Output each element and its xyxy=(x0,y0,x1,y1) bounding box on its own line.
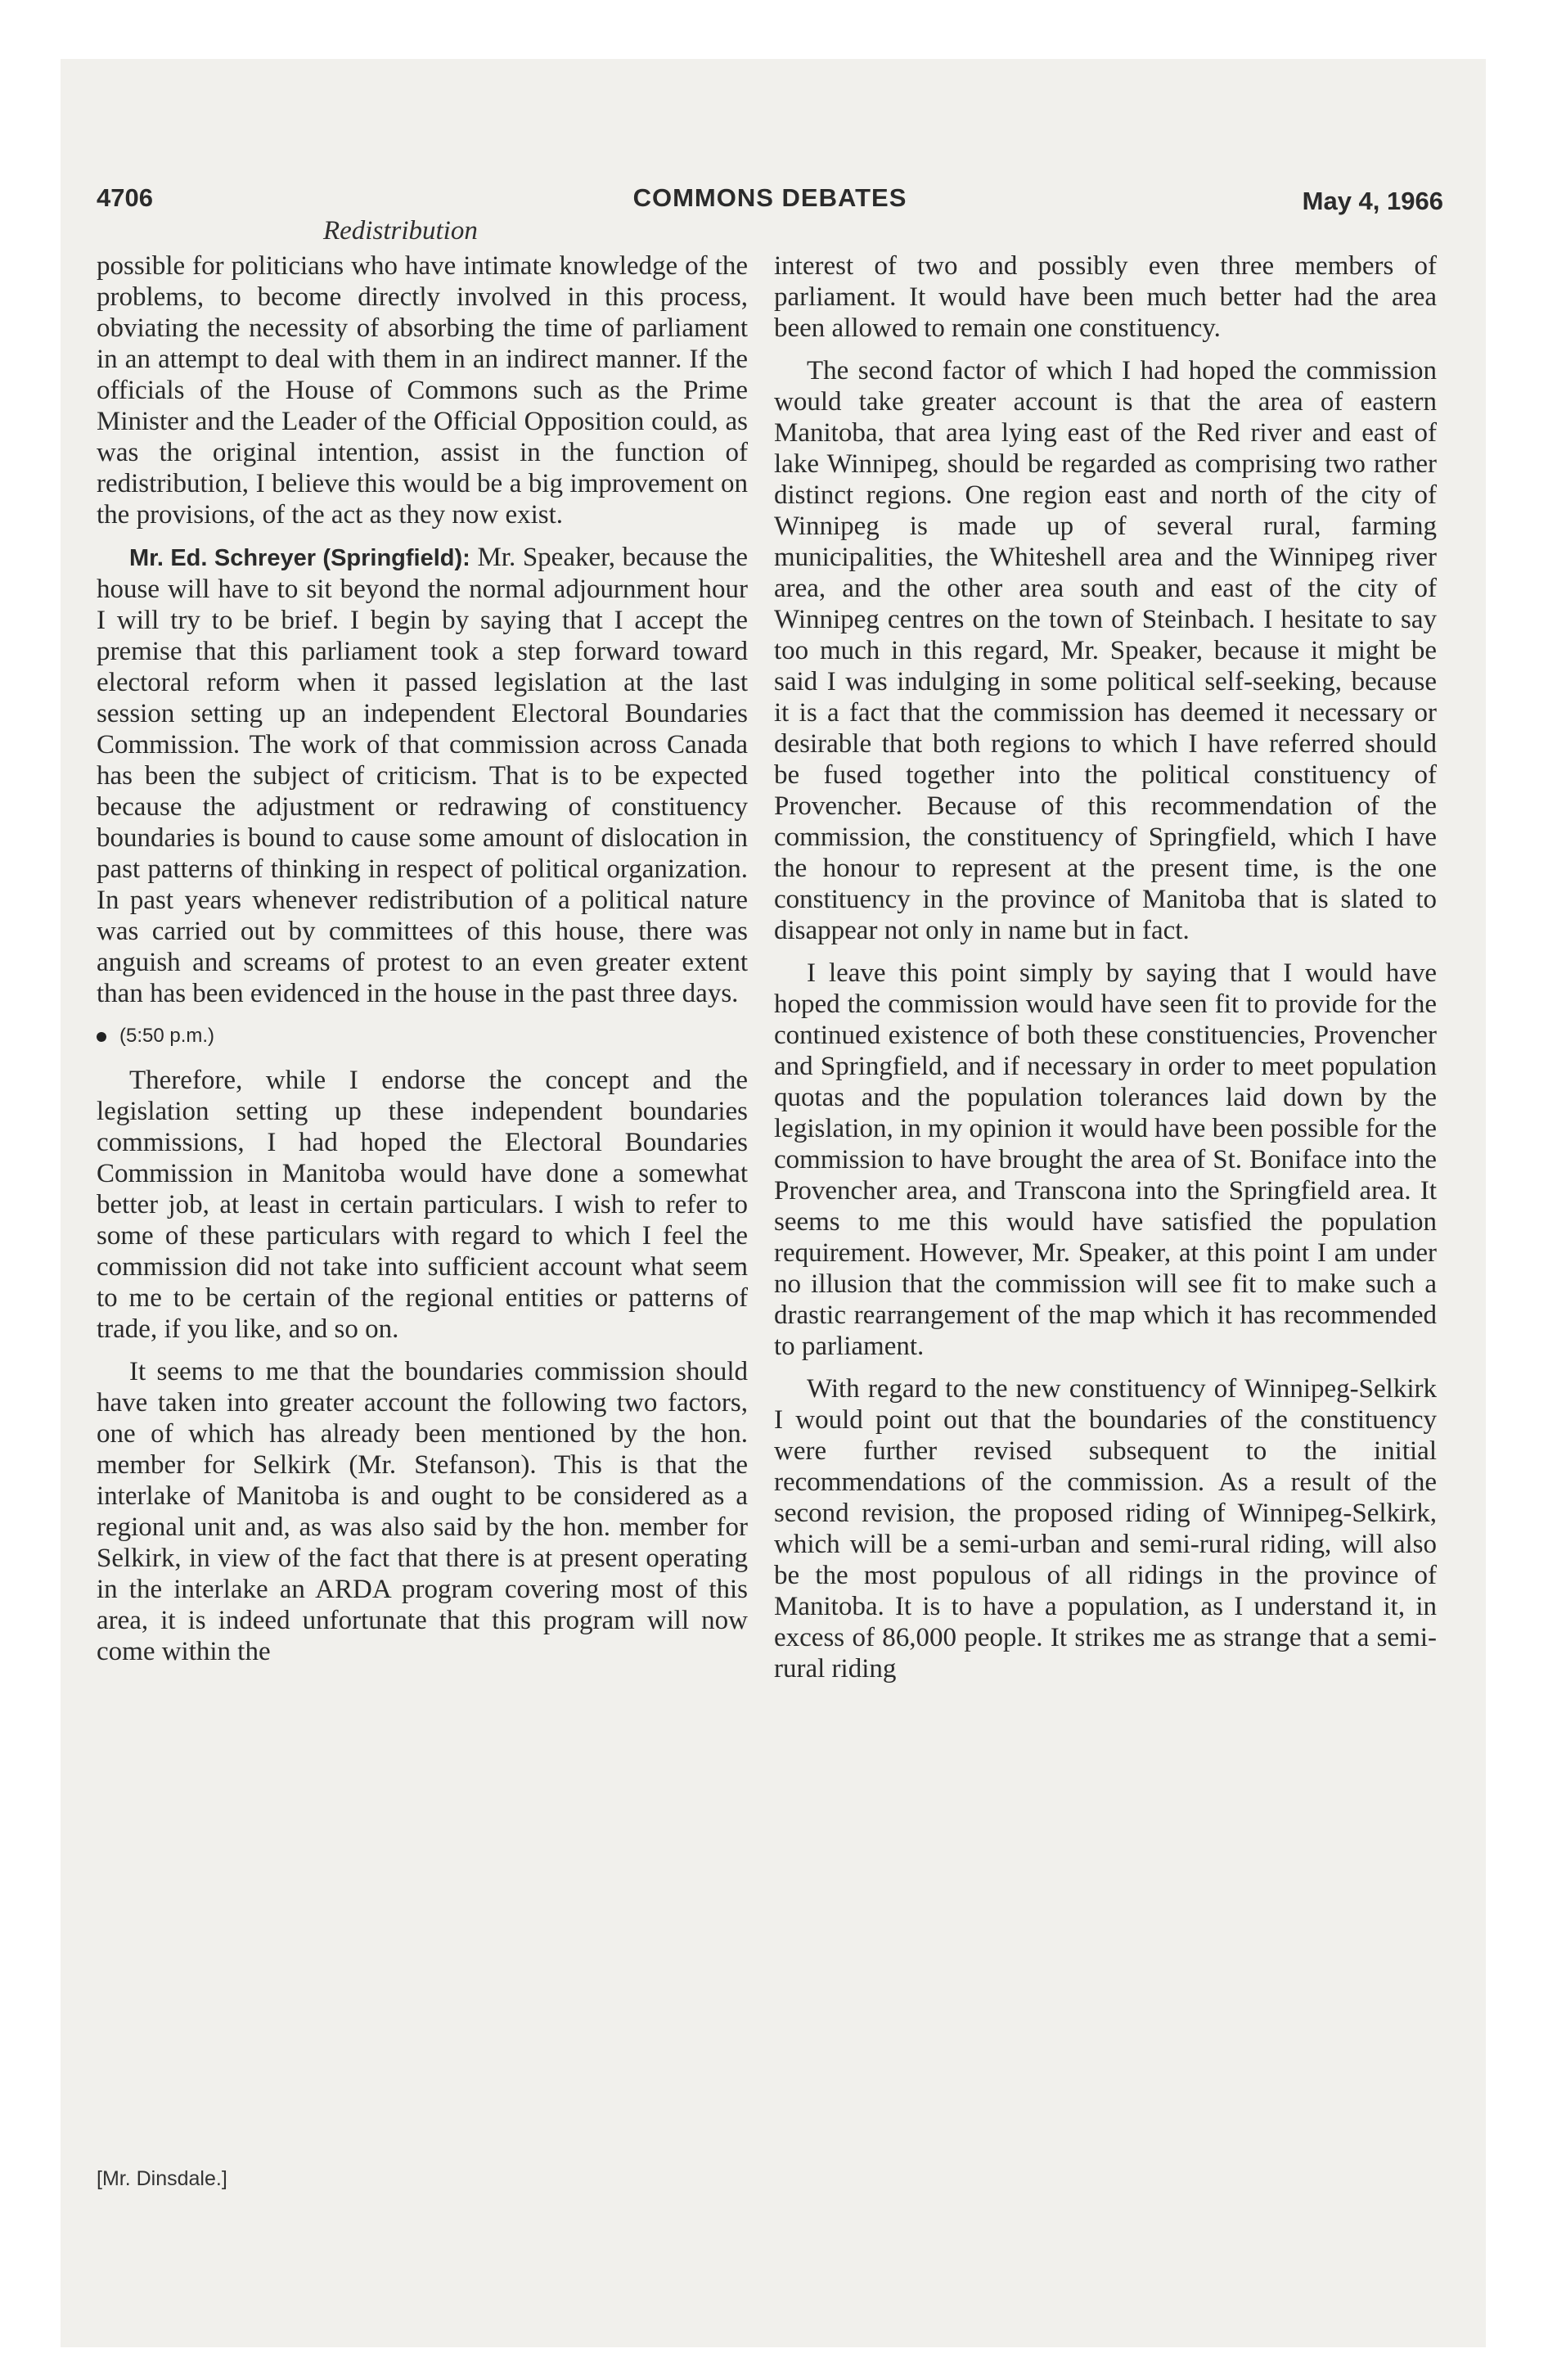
paragraph: I leave this point simply by saying that I would have hoped the commission would have seen fit to provide for the continued existence of both these constituencies, Provencher and Springfield, and if necessary in order to meet population quotas and the population tolerances laid down by the legislation, in my opinion it would have been possible for the commission to have brought the area of St. Boniface into the Provencher area, and Transcona into the Springfield area. It seems to me this would have satisfied the population requirement. However, Mr. Speaker, at this point I am under no illusion that the commission will see fit to make such a drastic rearrangement of the map which it has recommended to parliament. xyxy=(774,958,1437,1361)
speaker-name: Mr. Ed. Schreyer (Springfield): xyxy=(129,545,470,571)
left-column xyxy=(97,250,748,1679)
paragraph: The second factor of which I had hoped the commission would take greater account is that the area of eastern Manitoba, that area lying east of the Red river and east of lake Winnipeg, should be regarded as comprising two rather distinct regions. One region east and north of the city of Winnipeg is made up of several rural, farming municipalities, the Whiteshell area and the Winnipeg river area, and the other area south and east of the city of Winnipeg centres on the town of Steinbach. I hesitate to say too much in this regard, Mr. Speaker, because it might be said I was indulging in some political self-seeking, because it is a fact that the commission has deemed it necessary or desirable that both regions to which I have referred should be fused together into the political constituency of Provencher. Because of this recommendation of the commission, the constituency of Springfield, which I have the honour to represent at the present time, is the one constituency in the province of Manitoba that is slated to disappear not only in name but in fact. xyxy=(774,356,1437,945)
paragraph: Therefore, while I endorse the concept and the legislation setting up these independent boundaries commissions, I had hoped the Electoral Boundaries Commission in Manitoba would have done a somewhat better job, at least in certain particulars. I wish to refer to some of these particulars with regard to which I feel the commission did not take into sufficient account what seem to me to be certain of the regional entities or patterns of trade, if you like, and so on. xyxy=(97,1066,748,1344)
paragraph: possible for politicians who have intimate knowledge of the problems, to become directly involved in this process, obviating the necessity of absorbing the time of parliament in an attempt to deal with them in an indirect manner. If the officials of the House of Commons such as the Prime Minister and the Leader of the Official Opposition could, as was the original intention, assist in the function of redistribution, I believe this would be a big improvement on the provisions, of the act as they now exist. xyxy=(97,251,748,530)
timestamp xyxy=(97,1021,748,1052)
paragraph: With regard to the new constituency of Winnipeg-Selkirk I would point out that the boundaries of the constituency were further revised subsequent to the initial recommendations of the commission. As a result of the second revision, the proposed riding of Winnipeg-Selkirk, which will be a semi-urban and semi-rural riding, will also be the most populous of all ridings in the province of Manitoba. It is to have a population, as I understand it, in excess of 86,000 people. It strikes me as strange that a semi-rural riding xyxy=(774,1374,1437,1684)
page-header xyxy=(97,183,1443,224)
speaker-paragraph xyxy=(97,542,748,1009)
publication-title: COMMONS DEBATES xyxy=(632,183,907,212)
bullet-icon xyxy=(97,1032,106,1042)
paragraph-text: Mr. Speaker, because the house will have to sit beyond the normal adjournment hour I will try to be brief. I begin by saying that I accept the premise that this parliament took a step forward toward electoral reform when it passed legislation at the last session setting up an independent Electoral Boundaries Commission. The work of that commission across Canada has been the subject of criticism. That is to be expected because the adjustment or redrawing of constituency boundaries is bound to cause some amount of dislocation in past patterns of thinking in respect of political organization. In past years whenever redistribution of a political nature was carried out by committees of this house, there was anguish and screams of protest to an even greater extent than has been evidenced in the house in the past three days. xyxy=(97,543,749,1008)
paragraph: interest of two and possibly even three members of parliament. It would have been much better had the area been allowed to remain one constituency. xyxy=(774,251,1437,343)
page-number: 4706 xyxy=(97,183,153,212)
running-head: Redistribution xyxy=(323,216,478,246)
paragraph: It seems to me that the boundaries commission should have taken into greater account the following two factors, one of which has already been mentioned by the hon. member for Selkirk (Mr. Stefanson). This is that the interlake of Manitoba is and ought to be considered as a regional unit and, as was also said by the hon. member for Selkirk, in view of the fact that there is at present operating in the interlake an ARDA program covering most of this area, it is indeed unfortunate that this program will now come within the xyxy=(97,1357,748,1666)
right-column xyxy=(774,250,1437,1696)
publication-date: May 4, 1966 xyxy=(1302,187,1443,215)
timestamp-text: (5:50 p.m.) xyxy=(119,1025,215,1047)
footer-note: [Mr. Dinsdale.] xyxy=(97,2167,227,2190)
